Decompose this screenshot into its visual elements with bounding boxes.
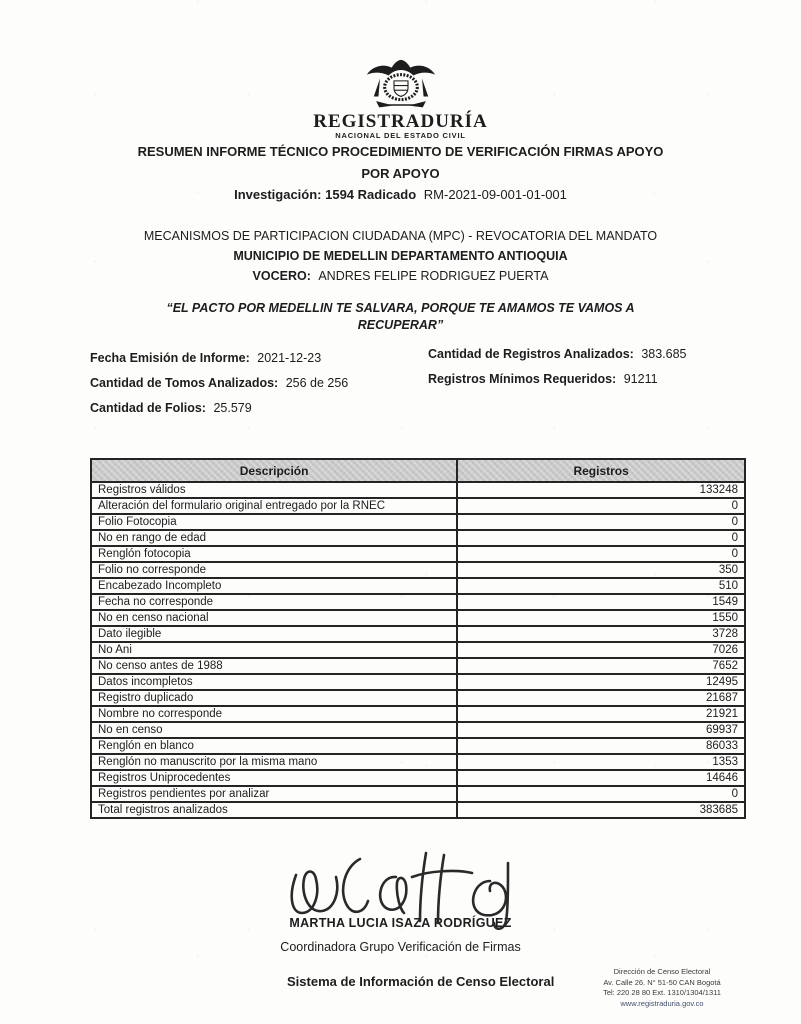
field-value: 91211	[623, 372, 658, 386]
table-row	[91, 546, 745, 562]
document-title	[0, 141, 801, 185]
handwritten-signature	[268, 847, 533, 932]
row-registros: 383685	[457, 802, 745, 818]
document-title-line1: RESUMEN INFORME TÉCNICO PROCEDIMIENTO DE VERIFICACIÓN FIRMAS APOYO	[137, 144, 664, 159]
investigation-line	[0, 187, 801, 202]
mechanism-line: MECANISMOS DE PARTICIPACION CIUDADANA (MPC) - REVOCATORIA DEL MANDATO	[143, 229, 658, 243]
row-registros: 0	[457, 498, 745, 514]
field-value: 256 de 256	[285, 376, 349, 390]
row-registros: 1550	[457, 610, 745, 626]
row-registros: 12495	[457, 674, 745, 690]
table-row	[91, 642, 745, 658]
row-descripcion: Folio no corresponde	[91, 562, 457, 578]
row-registros: 21687	[457, 690, 745, 706]
row-registros: 0	[457, 530, 745, 546]
footer-website: www.registraduria.gov.co	[620, 998, 704, 1008]
field-label: Cantidad de Folios:	[90, 401, 206, 415]
row-descripcion: Nombre no corresponde	[91, 706, 457, 722]
row-registros: 1353	[457, 754, 745, 770]
row-descripcion: Renglón fotocopia	[91, 546, 457, 562]
summary-fields-left	[90, 351, 348, 426]
coat-of-arms-icon	[361, 56, 441, 112]
row-registros: 510	[457, 578, 745, 594]
footer-system-name: Sistema de Información de Censo Electoral	[287, 974, 555, 989]
investigation-label: Investigación: 1594 Radicado	[234, 187, 417, 202]
row-registros: 133248	[457, 482, 745, 498]
table-row	[91, 770, 745, 786]
row-descripcion: No en censo	[91, 722, 457, 738]
campaign-quote-line1: “EL PACTO POR MEDELLIN TE SALVARA, PORQUE TE AMAMOS TE VAMOS A	[166, 301, 635, 315]
column-header-descripcion: Descripción	[91, 459, 457, 482]
table-row	[91, 802, 745, 818]
results-table-body	[91, 482, 745, 818]
row-registros: 0	[457, 514, 745, 530]
table-row	[91, 738, 745, 754]
footer-address-line1: Dirección de Censo Electoral	[613, 967, 711, 976]
field-label: Cantidad de Registros Analizados:	[428, 347, 634, 361]
table-row	[91, 498, 745, 514]
row-registros: 86033	[457, 738, 745, 754]
investigation-value: RM-2021-09-001-01-001	[423, 187, 567, 202]
table-row	[91, 562, 745, 578]
footer-address-block	[586, 967, 738, 1009]
table-row	[91, 722, 745, 738]
table-row	[91, 786, 745, 802]
row-descripcion: Renglón en blanco	[91, 738, 457, 754]
campaign-quote	[0, 300, 801, 334]
row-descripcion: No Ani	[91, 642, 457, 658]
row-descripcion: Registros válidos	[91, 482, 457, 498]
table-row	[91, 530, 745, 546]
field-value: 25.579	[213, 401, 252, 415]
subject-block	[0, 226, 801, 286]
municipality-line: MUNICIPIO DE MEDELLIN DEPARTAMENTO ANTIOQUIA	[233, 249, 568, 263]
field-value: 2021-12-23	[257, 351, 322, 365]
field-label: Fecha Emisión de Informe:	[90, 351, 250, 365]
row-descripcion: No censo antes de 1988	[91, 658, 457, 674]
row-descripcion: No en rango de edad	[91, 530, 457, 546]
signer-role: Coordinadora Grupo Verificación de Firmas	[280, 940, 521, 954]
field-folios	[90, 401, 348, 426]
document-title-line2: POR APOYO	[361, 166, 440, 181]
registraduria-logo	[0, 56, 801, 140]
campaign-quote-line2: RECUPERAR”	[357, 318, 444, 332]
table-row	[91, 690, 745, 706]
row-descripcion: Dato ilegible	[91, 626, 457, 642]
row-registros: 21921	[457, 706, 745, 722]
row-registros: 3728	[457, 626, 745, 642]
spokesperson-label: VOCERO:	[252, 269, 311, 283]
table-row	[91, 594, 745, 610]
row-descripcion: Fecha no corresponde	[91, 594, 457, 610]
table-row	[91, 578, 745, 594]
org-subtitle: NACIONAL DEL ESTADO CIVIL	[335, 131, 466, 140]
field-registros-analizados	[428, 347, 687, 372]
table-row	[91, 626, 745, 642]
row-registros: 7026	[457, 642, 745, 658]
table-row	[91, 658, 745, 674]
row-descripcion: Total registros analizados	[91, 802, 457, 818]
row-registros: 14646	[457, 770, 745, 786]
row-descripcion: No en censo nacional	[91, 610, 457, 626]
field-emission-date	[90, 351, 348, 376]
org-name: REGISTRADURÍA	[313, 111, 488, 132]
table-row	[91, 754, 745, 770]
footer-address-line2: Av. Calle 26. N° 51-50 CAN Bogotá	[603, 977, 721, 987]
row-descripcion: Registros Uniprocedentes	[91, 770, 457, 786]
field-tomos	[90, 376, 348, 401]
table-header-row	[91, 459, 745, 482]
table-row	[91, 514, 745, 530]
table-row	[91, 610, 745, 626]
field-registros-minimos	[428, 372, 687, 397]
results-table	[90, 458, 746, 819]
row-descripcion: Registro duplicado	[91, 690, 457, 706]
table-row	[91, 482, 745, 498]
row-descripcion: Datos incompletos	[91, 674, 457, 690]
row-registros: 1549	[457, 594, 745, 610]
spokesperson-name: ANDRES FELIPE RODRIGUEZ PUERTA	[318, 269, 549, 283]
field-value: 383.685	[641, 347, 687, 361]
table-row	[91, 674, 745, 690]
table-row	[91, 706, 745, 722]
spokesperson-line	[0, 266, 801, 286]
row-descripcion: Encabezado Incompleto	[91, 578, 457, 594]
row-registros: 69937	[457, 722, 745, 738]
column-header-registros: Registros	[457, 459, 745, 482]
row-descripcion: Registros pendientes por analizar	[91, 786, 457, 802]
row-registros: 0	[457, 546, 745, 562]
row-registros: 7652	[457, 658, 745, 674]
footer-address-line3: Tel: 220 28 80 Ext. 1310/1304/1311	[603, 988, 721, 997]
row-registros: 350	[457, 562, 745, 578]
row-registros: 0	[457, 786, 745, 802]
summary-fields-right	[428, 347, 687, 397]
field-label: Cantidad de Tomos Analizados:	[90, 376, 279, 390]
signer-name: MARTHA LUCIA ISAZA RODRÍGUEZ	[289, 916, 512, 930]
row-descripcion: Folio Fotocopia	[91, 514, 457, 530]
field-label: Registros Mínimos Requeridos:	[428, 372, 617, 386]
row-descripcion: Renglón no manuscrito por la misma mano	[91, 754, 457, 770]
row-descripcion: Alteración del formulario original entregado por la RNEC	[91, 498, 457, 514]
